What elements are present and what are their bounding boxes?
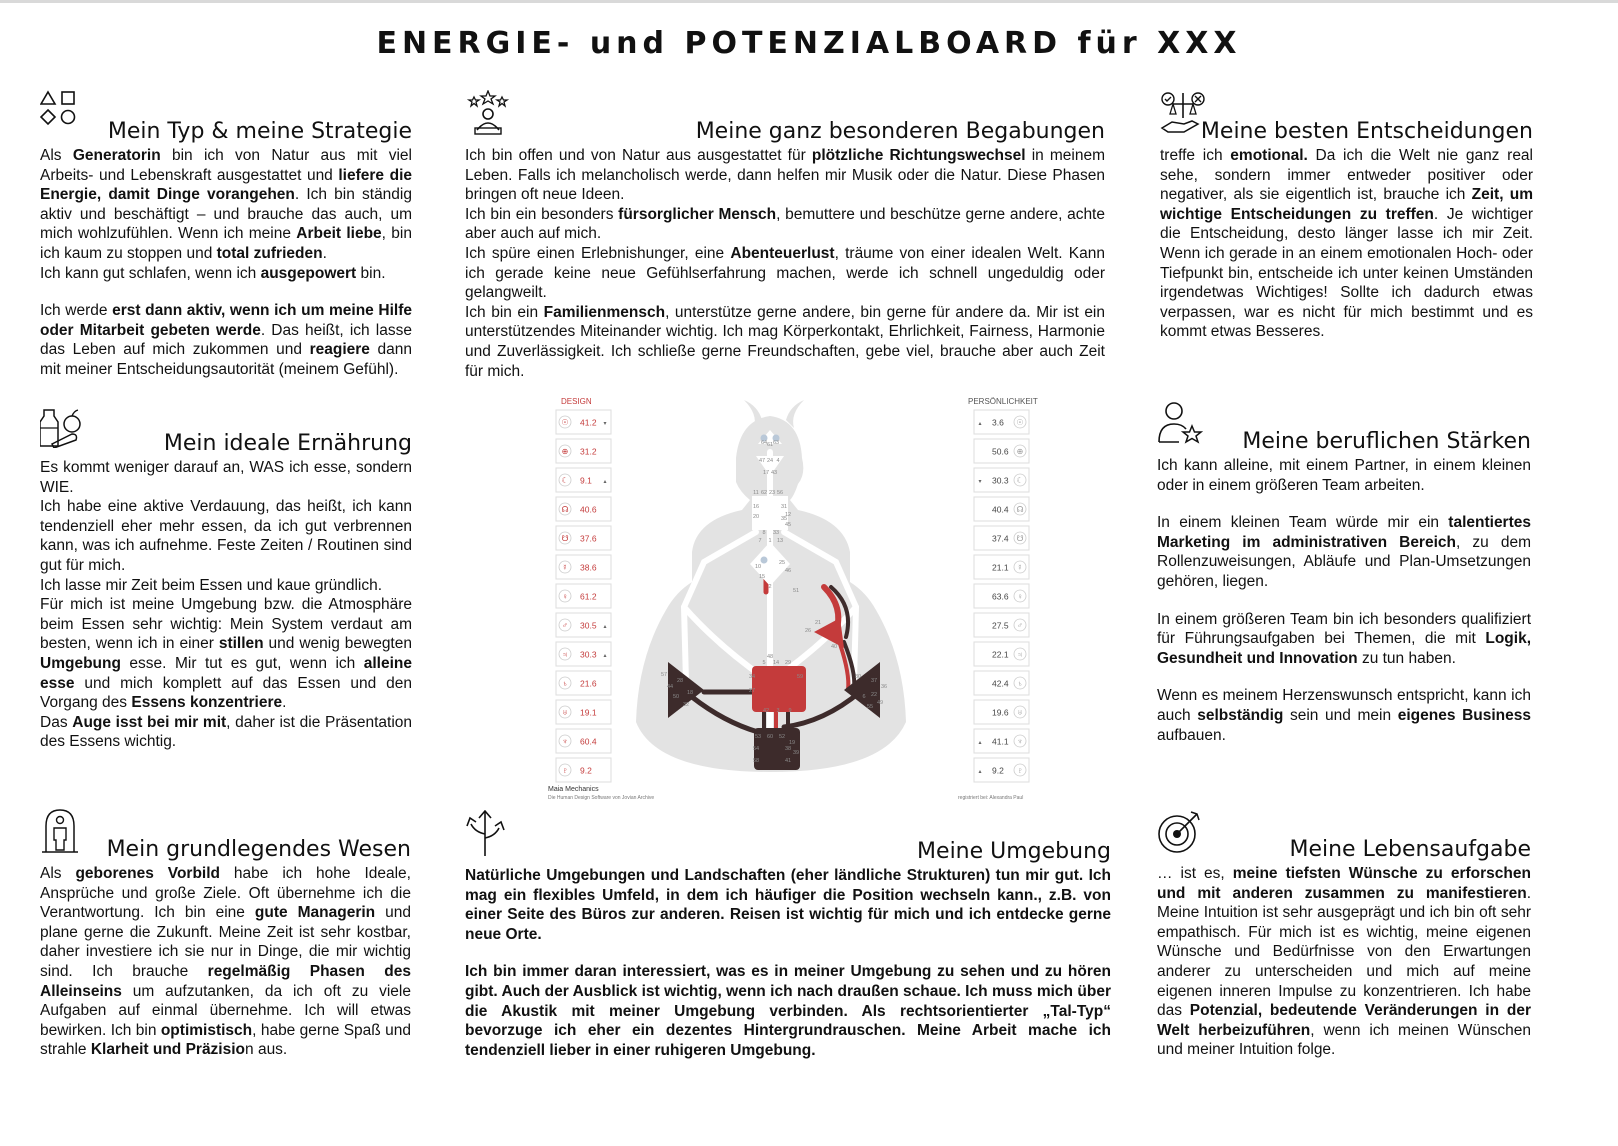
section-begabungen [465,90,1105,381]
fixing-arrow: ▴ [603,653,607,659]
text-run: . Je wichtiger die Entscheidung, desto länger lasse ich mir Zeit. Wenn ich gerade in an einem emotionalen Hoch- oder Tiefpunkt bin, entscheide ich unter keinen Umständen irgendetwas Wichtiges! Sollte ich dadurch etwas verpassen, war es nicht für mich bestimmt und es kommt etwas Besseres. [1160,205,1533,341]
shapes-icon [40,90,86,136]
paragraph [465,303,1105,381]
text-run: Das [40,713,73,731]
gate-line-value: 3.6 [992,417,1004,428]
gate-number: 42 [762,708,770,714]
planet-glyph: ♂ [1017,621,1023,630]
gate-line-value: 40.4 [992,504,1009,515]
gate-number: 18 [686,690,694,696]
planet-glyph: ♄ [562,679,568,688]
gate-line-value: 42.4 [992,678,1009,689]
gate-number: 16 [752,504,760,510]
section-heading: Meine Umgebung [917,839,1111,864]
text-run: bin. [356,264,386,282]
personality-planet-row [974,584,1029,608]
section-heading: Meine Lebensaufgabe [1289,837,1531,862]
section-berufliche-staerken [1157,400,1531,745]
personality-planet-row [974,497,1029,521]
gate-number: 51 [792,588,800,594]
paragraph [465,146,1105,205]
text-run: aufbauen. [1157,726,1226,744]
gate-number: 27 [748,688,756,694]
gate-number: 6 [862,694,866,700]
design-planet-row [556,729,611,753]
fixing-arrow: ▾ [978,479,982,485]
planet-glyph: ☾ [1016,476,1024,485]
personality-planet-row [974,613,1029,637]
gate-number: 35 [780,516,788,522]
gate-number: 48 [766,654,774,660]
text-run: , wenn ich meinen Wünschen und meiner Intuition folge. [1157,1021,1531,1059]
paragraph [1157,686,1531,745]
gate-number: 21 [814,620,822,626]
section-grundlegendes-wesen [40,808,411,1060]
food-icon [40,402,86,448]
gate-number: 54 [752,746,760,752]
text-run: , bemuttere und beschütze gerne andere, achte aber auch auf mich. [465,205,1105,243]
gate-number: 61 [766,442,774,448]
gate-line-value: 21.6 [580,678,597,689]
gate-number: 38 [784,746,792,752]
gate-number: 24 [766,458,774,464]
gate-line-value: 30.3 [580,649,597,660]
personality-planet-row [974,700,1029,724]
bold-text: Familienmensch [543,303,666,321]
paragraph [40,713,412,752]
text-run: . Meine Intuition ist sehr ausgeprägt und ich bin oft sehr empathisch. Für mich ist es wichtig, meine eigenen Wünsche und Bedürfnisse von den Erwartungen anderer zu unterscheiden und mich auf meine eigenen inneren Impulse zu konzentrieren. Ich habe das [1157,884,1531,1020]
text-run: Ich bin offen und von Natur aus ausgestattet für [465,147,812,164]
gate-number: 2 [768,584,772,590]
text-run: In einem größeren Team bin ich besonders qualifiziert für Führungsaufgaben bei Themen, die mit [1157,610,1531,648]
bold-text: fürsorglicher Mensch [618,205,777,223]
fixing-arrow: ▴ [603,624,607,630]
bold-text: meine tiefsten Wünsche zu erforschen und mit anderen zusammen zu manifestieren [1157,865,1531,902]
personality-planet-row [974,526,1029,550]
gate-number: 30 [854,674,862,680]
gate-number: 29 [784,660,792,666]
text-run: esse. Mir tut es gut, wenn ich [120,654,364,672]
gate-number: 28 [676,678,684,684]
bold-text: Arbeit liebe [296,225,382,243]
gate-number: 5 [762,660,766,666]
text-run: zu tun haben. [1357,649,1456,667]
fixing-arrow: ▴ [978,740,982,746]
gate-number: 4 [776,458,780,464]
person-star-icon [1157,400,1203,446]
gate-number: 31 [780,504,788,510]
text-run: Wenn es meinem Herzenswunsch entspricht, kann ich auch [1157,687,1531,724]
gate-line-value: 30.5 [580,620,597,631]
planet-glyph: ☿ [562,563,568,572]
text-run: In einem kleinen Team würde mir ein [1157,514,1449,532]
design-planet-row [556,497,611,521]
gate-number: 45 [784,522,792,528]
brand-name: Maia Mechanics [548,786,599,793]
gate-number: 23 [768,490,776,496]
text-run: bin ich von Natur aus mit viel Arbeits- und Lebenskraft ausgestattet und [40,147,412,184]
paragraph [40,864,411,1060]
gate-number: 60 [766,734,774,740]
text-run: und mich komplett auf das Essen und den Vorgang des [40,674,412,712]
text-run: um aufzutanken, da ich oft zu viele Aufgaben auf einmal übernehme. Ich will etwas bewirken. Ich bin [40,982,411,1039]
text-run: , daher ist die Präsentation des Essens wichtig. [40,713,413,751]
gate-number: 55 [866,704,874,710]
top-rule [0,0,1618,3]
text-run: Als [40,147,73,164]
planet-glyph: ♅ [562,708,568,717]
gate-number: 43 [770,470,778,476]
design-planet-row [556,700,611,724]
bold-text: Zeit, um wichtige Entscheidungen zu treffen [1160,186,1533,223]
gate-line-value: 40.6 [580,504,597,515]
gate-number: 46 [784,568,792,574]
gate-number: 63 [772,440,780,446]
planet-glyph: ♆ [1017,737,1023,746]
gate-number: 1 [768,538,772,544]
gate-line-value: 63.6 [992,591,1009,602]
bold-text: alleine esse [40,654,412,692]
text-run: . [322,244,327,262]
planet-glyph: ♆ [562,737,568,746]
gate-number: 11 [753,490,759,496]
gate-number: 59 [796,674,804,680]
planet-glyph: ⊕ [561,447,569,456]
gate-number: 17 [762,470,770,476]
planet-glyph: ☋ [561,534,569,543]
bold-text: Essens konzentriere [131,694,283,712]
gate-line-value: 21.1 [992,562,1009,573]
gate-number: 34 [748,674,756,680]
text-run: , träume von einer idealen Welt. Kann ich gerade keine neue Gefühlserfahrung machen, werde ich schnell ungeduldig oder gelangweilt. [465,244,1105,302]
fixing-arrow: ▴ [978,421,982,427]
bold-text: geborenes Vorbild [75,865,220,882]
text-run: . [282,694,287,712]
gate-number: 22 [870,692,878,698]
personality-planet-row [974,729,1029,753]
planet-glyph: ☾ [561,476,569,485]
text-run: dann mit meiner Entscheidungsautorität (meinem Gefühl). [40,341,412,378]
gate-number: 13 [776,538,784,544]
text-run: Ich kann alleine, mit einem Partner, in einem kleinen oder in einem größeren Team arbeiten. [1157,457,1531,494]
gate-number: 50 [672,694,680,700]
bold-text: Natürliche Umgebungen und Landschaften (eher ländliche Strukturen) tun mir gut. Ich mag ein flexibles Umfeld, in dem ich häufiger die Position wechseln kann., z.B. von einer Seite des Büros zur anderen. Reisen ist wichtig für mich und ich entdecke gerne neue Orte. [465,867,1111,943]
gate-line-value: 60.4 [580,736,597,747]
gate-line-value: 19.6 [992,707,1009,718]
personality-planet-row [974,758,1029,782]
text-run: habe ich hohe Ideale, Ansprüche und große Ziele. Oft übernehme ich die Verantwortung. Ich bin eine [40,865,411,922]
sacral-center [752,666,806,712]
gate-line-value: 19.1 [580,707,597,718]
gate-number: 8 [762,530,766,536]
section-body [465,146,1105,381]
bold-text: stillen [218,635,264,653]
gate-number: 32 [682,702,690,708]
planet-glyph: ⊕ [1016,447,1024,456]
gate-number: 64 [760,440,768,446]
gate-number: 10 [754,564,762,570]
bold-text: gute Managerin [254,904,376,922]
bold-text: optimistisch [160,1021,253,1039]
planet-glyph: ♂ [562,621,568,630]
paragraph [40,264,412,284]
gate-number: 36 [880,684,888,690]
gate-line-value: 30.3 [992,475,1009,486]
paragraph [1157,456,1531,495]
gate-number: 3 [776,708,780,714]
text-run: treffe ich [1160,147,1231,164]
planet-glyph: ♄ [1017,679,1023,688]
bold-text: Logik, Gesundheit und Innovation [1157,630,1531,667]
bold-text: Potenzial, bedeutende Veränderungen in der Welt herbeizuführen [1157,1002,1531,1039]
section-heading: Mein ideale Ernährung [163,431,412,456]
section-entscheidungen [1160,90,1533,342]
design-planet-row [556,555,611,579]
gate-number: 25 [778,560,786,566]
target-icon [1157,808,1203,854]
paragraph [40,146,412,264]
text-run: … ist es, [1157,865,1233,882]
planet-glyph: ☋ [1016,534,1024,543]
paragraph [1157,513,1531,591]
section-lebensaufgabe [1157,808,1531,1060]
text-run: , habe gerne Spaß und strahle [40,1021,411,1059]
gate-number: 41 [784,758,792,764]
design-planet-row [556,410,611,434]
bold-text: talentiertes Marketing im administrativen Bereich [1157,514,1531,551]
paragraph [465,962,1111,1060]
gate-line-value: 9.2 [992,765,1004,776]
chart-footer [544,786,1023,801]
planet-glyph: ☊ [561,505,569,514]
section-heading: Mein grundlegendes Wesen [106,837,411,862]
section-body [465,866,1111,1060]
paragraph [1157,610,1531,669]
section-body [1157,864,1531,1060]
gate-line-value: 9.1 [580,475,592,486]
figure-aura-icon [40,808,86,854]
gate-number: 56 [776,490,784,496]
personality-planet-row [974,439,1029,463]
talent-stars-icon [465,90,511,136]
design-planet-row [556,671,611,695]
personality-planet-row [974,410,1029,434]
paragraph [40,458,412,497]
gate-number: 33 [772,530,780,536]
paragraph [1157,864,1531,1060]
design-planet-row [556,439,611,463]
section-body [40,146,412,380]
planet-glyph: ☉ [561,418,569,427]
bold-text: regelmäßig Phasen des Alleinseins [40,962,411,1000]
paragraph [465,205,1105,244]
text-run: und plane gerne die Zukunft. Meine Zeit ist sehr kostbar, daher investiere ich sie nur in Dinge, die mir wichtig sind. Ich brauche [40,904,411,980]
personality-planet-row [974,642,1029,666]
text-run: Als [40,865,76,882]
gate-line-value: 41.1 [992,736,1009,747]
section-heading: Mein Typ & meine Strategie [107,119,412,144]
section-heading: Meine besten Entscheidungen [1200,119,1533,144]
gate-line-value: 37.4 [992,533,1009,544]
page-title: ENERGIE- und POTENZIALBOARD für XXX [376,26,1242,61]
planet-glyph: ♃ [1017,650,1023,659]
text-run: Es kommt weniger darauf an, WAS ich esse, sondern WIE. [40,459,412,496]
design-column-label: DESIGN [561,397,592,406]
gate-number: 37 [870,678,878,684]
gate-number: 9 [788,708,792,714]
text-run: und wenig bewegten [263,635,412,653]
fixing-arrow: ▴ [978,769,982,775]
design-planet-row [556,526,611,550]
text-run: . Ich bin ständig aktiv und beschäftigt – und brauche das auch, um mich wohlzufühlen. Wenn ich meine [40,186,412,243]
bold-text: Klarheit und Präzisio [90,1041,246,1059]
planet-glyph: ♅ [1017,708,1023,717]
bold-text: total zufrieden [216,244,323,262]
human-design-bodygraph [544,392,1070,828]
section-ernaehrung [40,402,412,752]
bold-text: Generatorin [72,147,161,164]
gate-line-value: 22.1 [992,649,1009,660]
gate-number: 47 [758,458,766,464]
fixing-arrow: ▴ [603,479,607,485]
section-body [1157,456,1531,745]
gate-number: 62 [760,490,768,496]
bold-text: liefere die Energie, damit Dinge vorangehen [40,166,412,204]
section-umgebung [465,810,1111,1060]
design-planet-row [556,758,611,782]
gate-number: 20 [752,514,760,520]
text-run: in meinem Leben. Falls ich melancholisch werde, dann helfen mir Musik oder die Natur. Diese Phasen bringen oft neue Ideen. [465,147,1106,204]
bold-text: Auge isst bei mir mit [72,713,227,731]
design-planet-row [556,584,611,608]
bold-text: Umgebung [40,654,121,672]
gate-number: 12 [784,512,792,518]
bold-text: reagiere [309,341,370,359]
text-run: Ich habe eine aktive Verdauung, das heißt, ich kann tendenziell eher mehr essen, da ich gut verbrennen kann, was ich aufnehme. Feste Zeiten / Routinen sind gut für mich. [40,498,412,574]
paragraph [40,576,412,596]
planet-glyph: ♇ [1017,766,1023,775]
gate-number: 19 [788,740,796,746]
planet-glyph: ♃ [562,650,568,659]
brand-subtitle: Die Human Design Software von Jovian Archive [548,795,655,801]
gate-number: 40 [830,644,838,650]
gate-line-value: 9.2 [580,765,592,776]
gate-line-value: 31.2 [580,446,597,457]
registered-to: registriert bei: Alexandra Paul [958,795,1024,801]
gate-number: 7 [758,538,762,544]
text-run: Ich spüre einen Erlebnishunger, eine [465,244,731,262]
design-planet-column [556,410,611,782]
personality-planet-row [974,468,1029,492]
gate-line-value: 27.5 [992,620,1009,631]
gate-number: 39 [792,750,800,756]
paragraph [40,595,412,713]
text-run: n aus. [245,1041,288,1059]
planet-glyph: ☉ [1016,418,1024,427]
paragraph [465,866,1111,944]
text-run: Da ich die Welt nie ganz real sehe, sondern immer entweder positiver oder negativer, als sie eigentlich ist, brauche ich [1160,147,1533,204]
section-body [1160,146,1533,342]
direction-arrows-icon [465,810,511,856]
gate-line-value: 37.6 [580,533,597,544]
bold-text: Abenteuerlust [730,244,835,262]
fixing-arrow: ▾ [603,421,607,427]
text-run: , zu dem Rollenzuweisungen, Abläufe und Plan-Umsetzungen gehören, liegen. [1157,533,1531,590]
personality-planet-row [974,671,1029,695]
design-planet-row [556,642,611,666]
text-run: Für mich ist meine Umgebung bzw. die Atmosphäre beim Essen sehr wichtig: Mein System verdaut am besten, wenn ich in einer [40,596,412,653]
gate-line-value: 61.2 [580,591,597,602]
paragraph [465,244,1105,303]
gate-number: 15 [758,574,766,580]
gate-number: 14 [772,660,780,666]
text-run: Ich lasse mir Zeit beim Essen und kaue gründlich. [40,576,383,594]
text-run: Ich kann gut schlafen, wenn ich [40,264,261,282]
section-body [40,458,412,752]
gate-line-value: 38.6 [580,562,597,573]
bold-text: selbständig [1197,706,1284,724]
text-run: Ich bin ein besonders [465,205,619,223]
bold-text: plötzliche Richtungswechsel [811,147,1026,164]
design-planet-row [556,468,611,492]
section-heading: Meine ganz besonderen Begabungen [695,119,1105,144]
design-planet-row [556,613,611,637]
text-run: sein und mein [1283,706,1398,724]
throat-center [752,496,788,530]
personality-planet-column [974,410,1029,782]
text-run: . Das heißt, ich lasse das Leben auf mich zukommen und [40,321,412,359]
personality-planet-row [974,555,1029,579]
gate-line-value: 41.2 [580,417,597,428]
paragraph [40,497,412,575]
text-run: Ich bin ein [465,303,544,321]
section-typ-strategie [40,90,412,380]
scales-hand-icon [1160,90,1206,136]
planet-glyph: ☊ [1016,505,1024,514]
text-run: , bin ich kaum zu stoppen und [40,225,412,262]
bold-text: emotional. [1230,147,1308,164]
paragraph [40,301,412,379]
bold-text: erst dann aktiv, wenn ich um meine Hilfe oder Mitarbeit gebeten werde [40,302,412,339]
personality-column-label: PERSÖNLICHKEIT [968,397,1038,406]
gate-number: 57 [660,672,668,678]
text-run: Ich werde [40,302,113,320]
section-body [40,864,411,1060]
text-run: , unterstütze gerne andere, bin gerne für andere da. Mir ist ein unterstützendes Miteinander wichtig. Ich mag Körperkontakt, Ehrlichkeit, Fairness, Harmonie und Zuverlässigkeit. Ich schließe gerne Freundschaften, gebe viel, brauche aber auch Zeit für mich. [465,303,1105,380]
gate-number: 52 [778,734,786,740]
paragraph [1160,146,1533,342]
planet-glyph: ♇ [562,766,568,775]
gate-number: 44 [666,684,674,690]
bold-text: ausgepowert [260,264,357,282]
gate-number: 49 [876,700,884,706]
gate-number: 58 [752,758,760,764]
gate-number: 26 [804,628,812,634]
section-heading: Meine beruflichen Stärken [1242,429,1531,454]
planet-glyph: ♀ [1017,592,1023,601]
bold-text: Ich bin immer daran interessiert, was es in meiner Umgebung zu sehen und zu hören gibt. Auch der Ausblick ist wichtig, wenn ich nach draußen schaue. Ich muss mich über die Akustik mit meiner Umgebung verbinden. Als rechtsorientierter „Tal-Typ“ bevorzuge ich eher ein dezentes Hintergrundrauschen. Meine Arbeit mache ich tendenziell lieber in einer ruhigeren Umgebung. [465,963,1111,1059]
gate-line-value: 50.6 [992,446,1009,457]
planet-glyph: ☿ [1017,563,1023,572]
bold-text: eigenes Business [1397,706,1531,724]
gate-number: 53 [754,734,762,740]
planet-glyph: ♀ [562,592,568,601]
